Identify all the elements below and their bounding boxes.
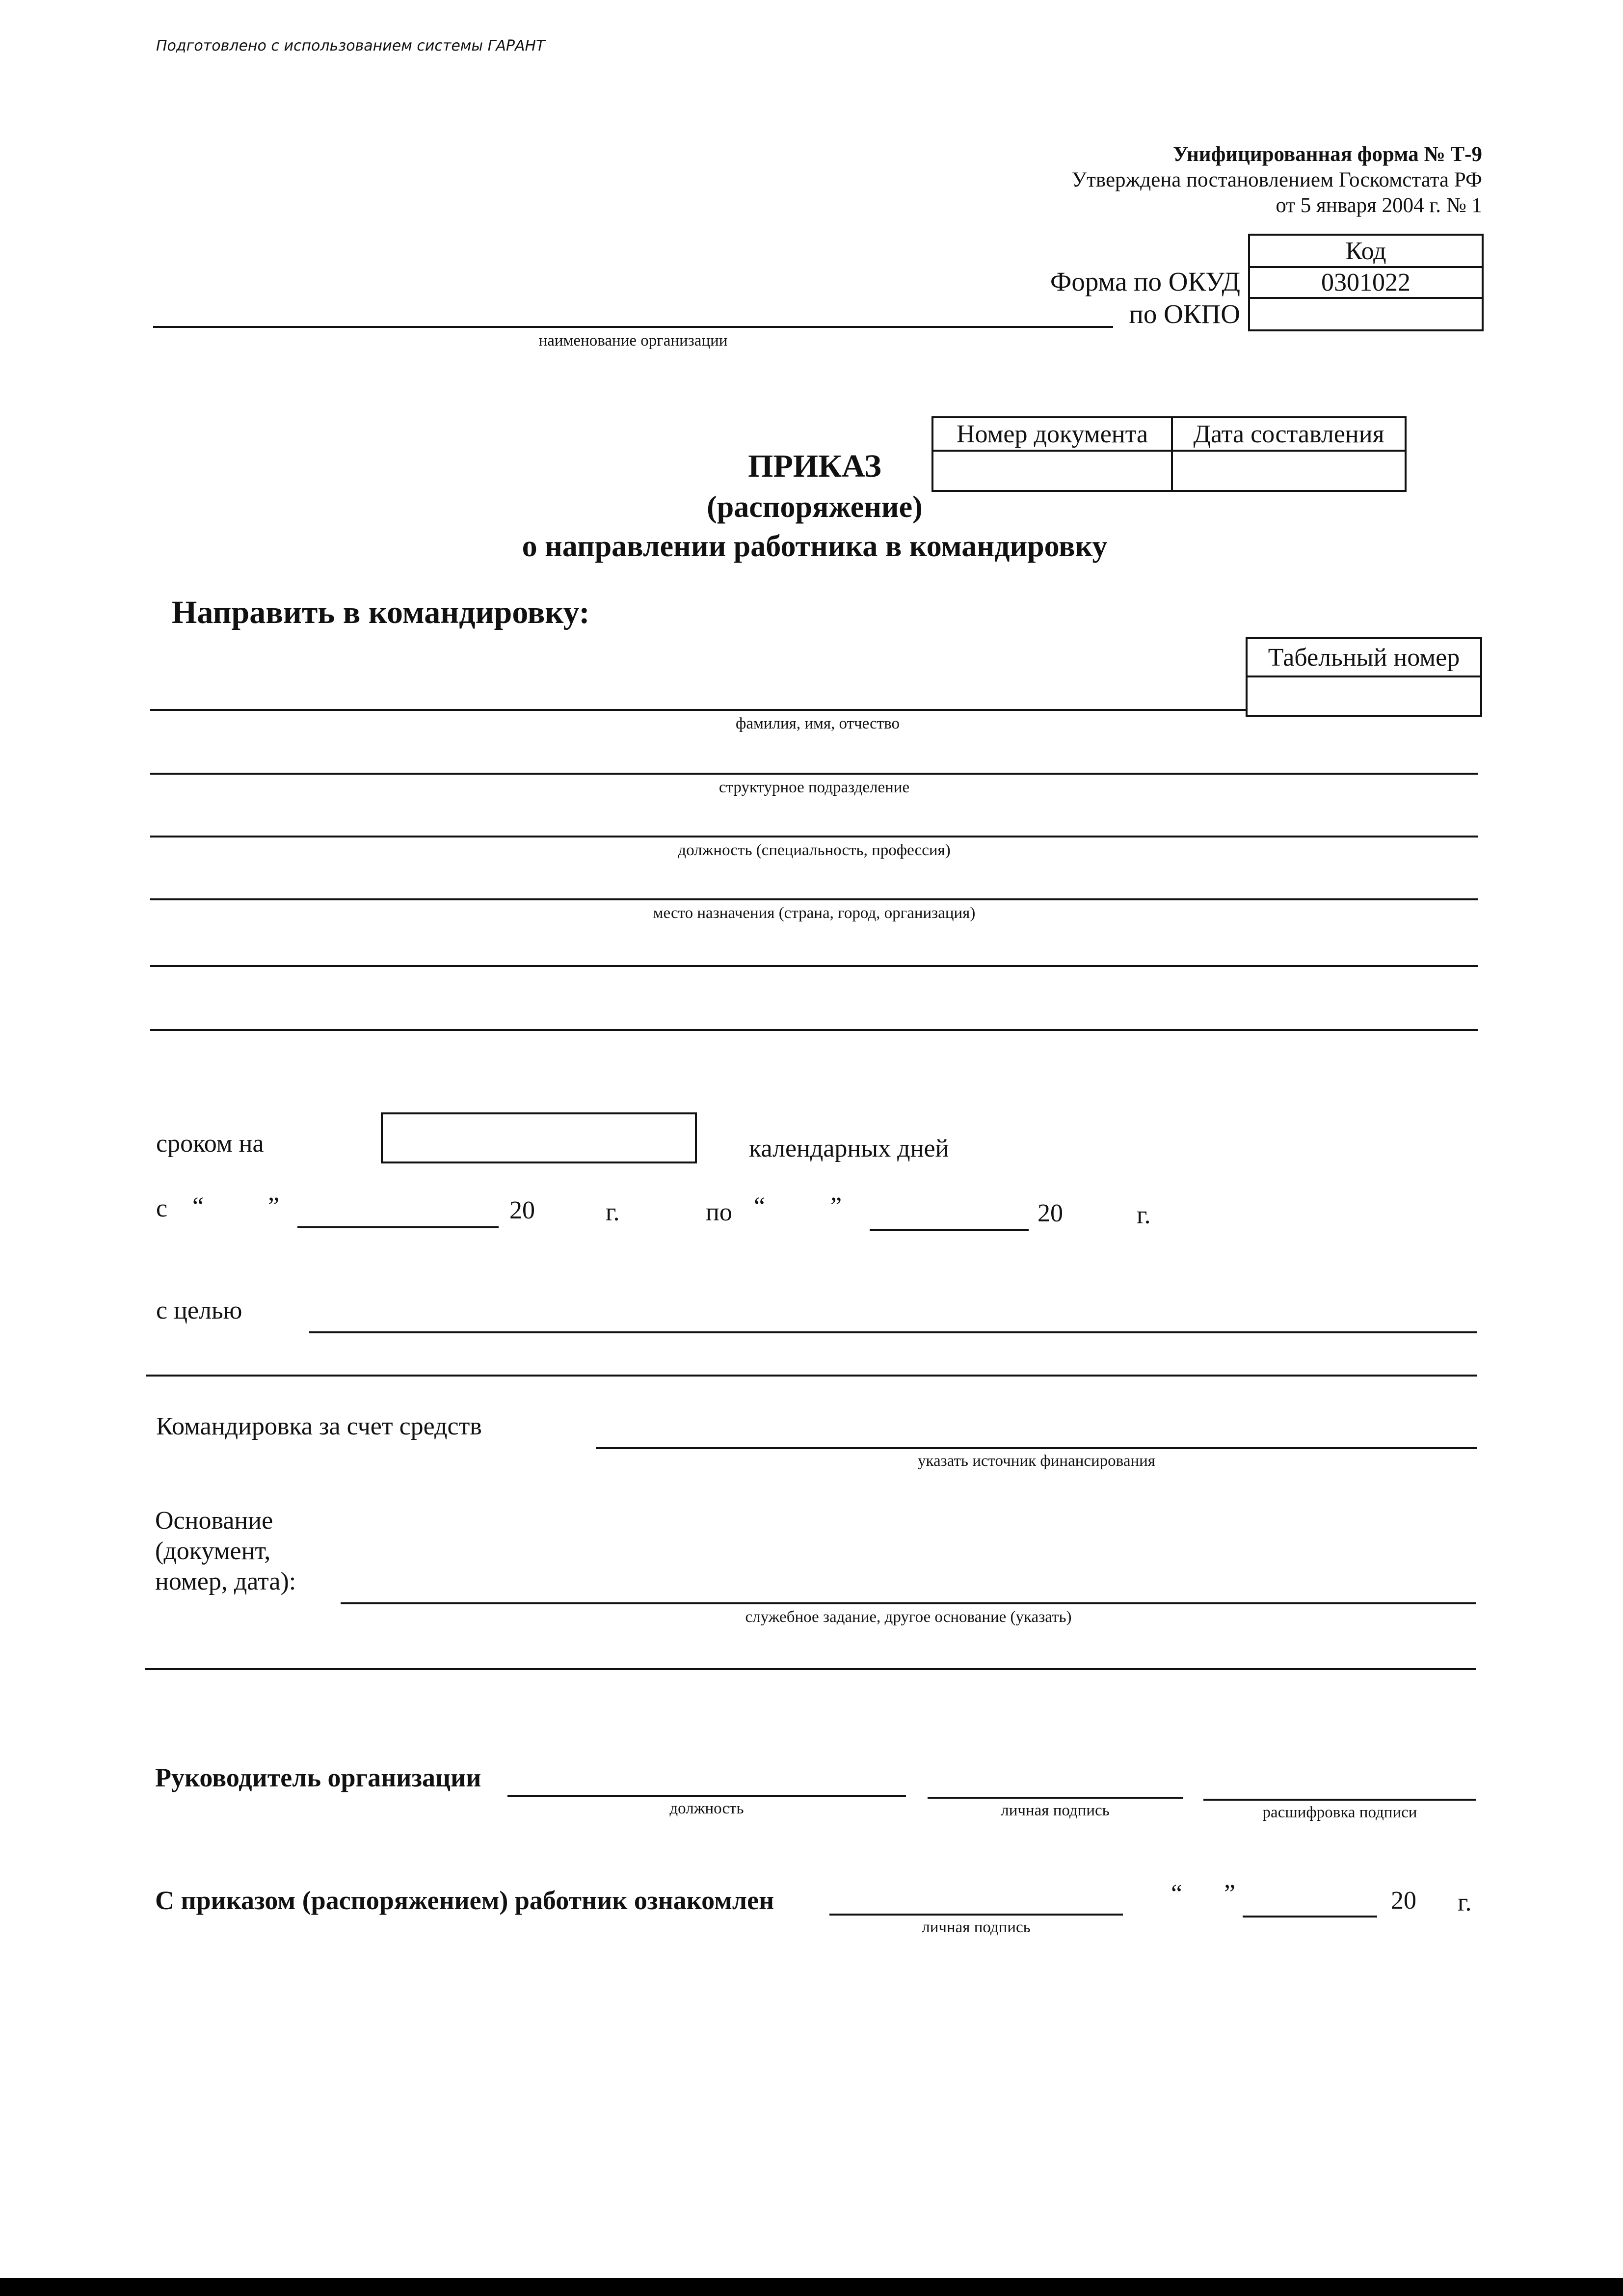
tab-number-table — [1246, 637, 1482, 717]
doc-number-value[interactable] — [932, 451, 1172, 491]
position-caption: должность (специальность, профессия) — [678, 841, 951, 859]
head-signature-caption: личная подпись — [1001, 1802, 1110, 1819]
basis-line[interactable] — [341, 1602, 1476, 1604]
ack-signature-line[interactable] — [829, 1914, 1123, 1916]
to-label: по — [706, 1198, 732, 1226]
ack-month-line[interactable] — [1243, 1916, 1377, 1918]
from-year-prefix: 20 — [509, 1196, 535, 1224]
basis-caption: служебное задание, другое основание (указать) — [745, 1608, 1072, 1626]
basis-line-2[interactable] — [145, 1668, 1476, 1670]
from-open-quote: “ — [192, 1192, 204, 1220]
doc-date-header: Дата составления — [1172, 417, 1406, 451]
to-year-suffix: г. — [1137, 1201, 1151, 1229]
head-position-line[interactable] — [507, 1795, 906, 1797]
basis-label-1: Основание — [155, 1507, 273, 1535]
send-heading: Направить в командировку: — [172, 594, 590, 630]
doc-number-date-table — [931, 416, 1407, 492]
department-line[interactable] — [150, 773, 1478, 775]
from-label: с — [156, 1194, 168, 1222]
term-label: сроком на — [156, 1130, 264, 1158]
to-open-quote: “ — [754, 1192, 766, 1220]
tab-number-value[interactable] — [1247, 676, 1481, 716]
okpo-value-cell[interactable] — [1249, 298, 1483, 330]
purpose-line[interactable] — [309, 1331, 1477, 1333]
from-year-suffix: г. — [606, 1198, 620, 1226]
head-signature-line[interactable] — [928, 1797, 1183, 1799]
head-label: Руководитель организации — [155, 1763, 481, 1792]
funding-line[interactable] — [596, 1447, 1477, 1449]
purpose-label: с целью — [156, 1297, 242, 1324]
destination-caption: место назначения (страна, город, организация) — [653, 904, 976, 922]
org-name-line[interactable] — [153, 326, 1113, 328]
purpose-line-2[interactable] — [146, 1375, 1477, 1377]
destination-line[interactable] — [150, 898, 1478, 900]
title-subject: о направлении работника в командировку — [522, 530, 1108, 563]
ack-year-prefix: 20 — [1391, 1887, 1416, 1915]
to-close-quote: ” — [830, 1192, 842, 1220]
to-year-prefix: 20 — [1038, 1199, 1063, 1227]
fio-line[interactable] — [150, 709, 1246, 711]
head-decode-caption: расшифровка подписи — [1262, 1804, 1417, 1821]
title-disposition: (распоряжение) — [707, 490, 923, 524]
doc-number-header: Номер документа — [932, 417, 1172, 451]
okud-value: 0301022 — [1249, 267, 1483, 298]
department-caption: структурное подразделение — [718, 779, 910, 796]
ack-label: С приказом (распоряжением) работник ознакомлен — [155, 1886, 774, 1915]
approved-line-2: от 5 января 2004 г. № 1 — [1276, 194, 1482, 217]
okpo-label: по ОКПО — [1129, 299, 1240, 329]
ack-signature-caption: личная подпись — [922, 1918, 1031, 1936]
garant-note: Подготовлено с использованием системы ГАРАНТ — [156, 37, 545, 54]
funding-label: Командировка за счет средств — [156, 1412, 482, 1440]
doc-date-value[interactable] — [1172, 451, 1406, 491]
approved-line-1: Утверждена постановлением Госкомстата РФ — [1071, 168, 1482, 191]
head-decode-line[interactable] — [1203, 1799, 1476, 1801]
term-days-box[interactable] — [381, 1112, 697, 1163]
tab-number-header: Табельный номер — [1247, 638, 1481, 676]
basis-label-3: номер, дата): — [155, 1567, 296, 1595]
ack-open-quote: “ — [1171, 1880, 1183, 1908]
position-line[interactable] — [150, 836, 1478, 837]
term-days-label: календарных дней — [749, 1134, 949, 1162]
funding-caption: указать источник финансирования — [918, 1452, 1155, 1470]
codes-table — [1248, 234, 1484, 331]
org-name-caption: наименование организации — [538, 332, 728, 350]
okud-label: Форма по ОКУД — [1050, 267, 1240, 297]
head-position-caption: должность — [669, 1800, 744, 1817]
form-name: Унифицированная форма № Т-9 — [1172, 143, 1482, 166]
title-order: ПРИКАЗ — [748, 448, 881, 484]
scan-bottom-edge — [0, 2278, 1623, 2296]
basis-label-2: (документ, — [155, 1537, 271, 1565]
destination-extra-line-2[interactable] — [150, 1029, 1478, 1031]
ack-close-quote: ” — [1224, 1880, 1236, 1908]
from-month-line[interactable] — [297, 1226, 499, 1228]
ack-year-suffix: г. — [1458, 1889, 1472, 1917]
from-close-quote: ” — [268, 1192, 280, 1220]
destination-extra-line-1[interactable] — [150, 965, 1478, 967]
to-month-line[interactable] — [870, 1229, 1029, 1231]
code-header: Код — [1249, 235, 1483, 267]
fio-caption: фамилия, имя, отчество — [735, 715, 900, 732]
